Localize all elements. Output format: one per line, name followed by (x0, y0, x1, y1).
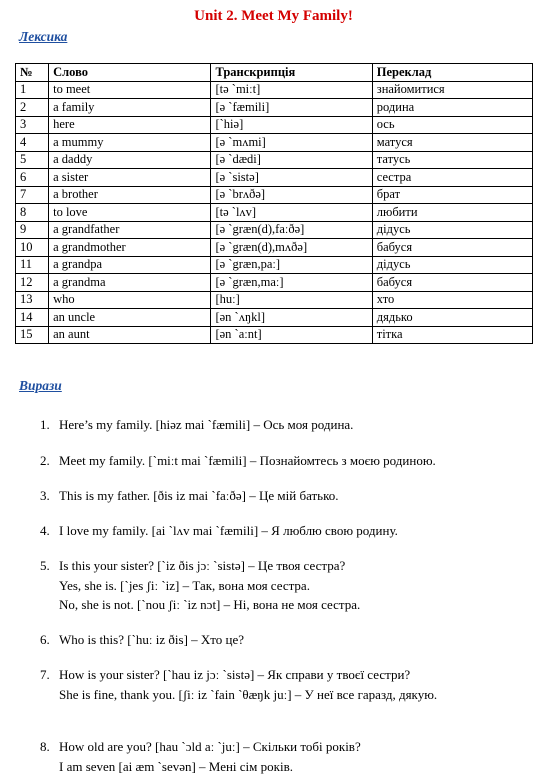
table-header-cell: Переклад (372, 64, 532, 82)
phrase-item (40, 665, 540, 704)
phrase-number: 6. (40, 630, 59, 650)
phrase-text: Yes, she is. [`jes ʃiː `iz] – Так, вона моя сестра. (59, 578, 310, 593)
phrase-text: How is your sister? [`hau iz jɔː `sistə] – Як справи у твоєї сестри? (59, 667, 410, 682)
table-cell: here (49, 116, 211, 134)
table-row (16, 239, 533, 257)
table-cell: an aunt (49, 326, 211, 344)
phrase-item (40, 737, 540, 776)
table-cell: 15 (16, 326, 49, 344)
table-cell: 13 (16, 291, 49, 309)
phrase-line (40, 595, 540, 615)
table-cell: 4 (16, 134, 49, 152)
table-cell: [ə `sistə] (211, 169, 372, 187)
table-cell: татусь (372, 151, 532, 169)
phrase-line (40, 630, 540, 650)
table-cell: [ə `græn,paː] (211, 256, 372, 274)
table-cell: родина (372, 99, 532, 117)
table-cell: 6 (16, 169, 49, 187)
table-row (16, 291, 533, 309)
table-cell: a sister (49, 169, 211, 187)
phrase-number: 1. (40, 415, 59, 435)
table-cell: тітка (372, 326, 532, 344)
table-cell: [tə `miːt] (211, 81, 372, 99)
phrase-item (40, 486, 540, 506)
table-row (16, 151, 533, 169)
phrase-text: Who is this? [`huː iz ðis] – Хто це? (59, 632, 244, 647)
vocabulary-table (15, 63, 533, 344)
table-cell: 14 (16, 309, 49, 327)
table-cell: a grandmother (49, 239, 211, 257)
table-cell: 12 (16, 274, 49, 292)
table-cell: дядько (372, 309, 532, 327)
table-cell: 10 (16, 239, 49, 257)
phrases-heading: Вирази (19, 378, 62, 394)
table-cell: хто (372, 291, 532, 309)
table-cell: [ə `brʌðə] (211, 186, 372, 204)
table-cell: [ə `græn,maː] (211, 274, 372, 292)
table-cell: 1 (16, 81, 49, 99)
table-cell: [ə `græn(d),faːðə] (211, 221, 372, 239)
table-cell: a grandma (49, 274, 211, 292)
table-cell: любити (372, 204, 532, 222)
table-cell: 2 (16, 99, 49, 117)
phrase-line (40, 556, 540, 576)
table-cell: [ən `ʌŋkl] (211, 309, 372, 327)
table-row (16, 99, 533, 117)
phrase-text: She is fine, thank you. [ʃiː iz `fain `θæŋk juː] – У неї все гаразд, дякую. (59, 687, 437, 702)
table-header-row (16, 64, 533, 82)
table-cell: to meet (49, 81, 211, 99)
page-title: Unit 2. Meet My Family! (0, 8, 547, 25)
phrase-line (40, 521, 540, 541)
table-cell: матуся (372, 134, 532, 152)
table-cell: [ən `aːnt] (211, 326, 372, 344)
phrase-text: This is my father. [ðis iz mai `faːðə] – Це мій батько. (59, 488, 339, 503)
table-cell: [ə `mʌmi] (211, 134, 372, 152)
phrase-number: 4. (40, 521, 59, 541)
table-cell: ось (372, 116, 532, 134)
phrase-line (40, 415, 540, 435)
phrase-item (40, 415, 540, 435)
table-cell: a family (49, 99, 211, 117)
table-cell: [ə `græn(d),mʌðə] (211, 239, 372, 257)
table-cell: who (49, 291, 211, 309)
table-cell: 9 (16, 221, 49, 239)
phrase-line (40, 451, 540, 471)
table-header-cell: Слово (49, 64, 211, 82)
phrase-item (40, 521, 540, 541)
table-row (16, 169, 533, 187)
table-row (16, 274, 533, 292)
table-cell: a brother (49, 186, 211, 204)
table-cell: 5 (16, 151, 49, 169)
phrase-line (40, 757, 540, 776)
table-row (16, 256, 533, 274)
phrase-text: Meet my family. [`miːt mai `fæmili] – Познайомтесь з моєю родиною. (59, 453, 436, 468)
table-row (16, 309, 533, 327)
phrase-item (40, 451, 540, 471)
table-cell: [`hiə] (211, 116, 372, 134)
table-cell: [tə `lʌv] (211, 204, 372, 222)
phrase-line (40, 665, 540, 685)
table-cell: сестра (372, 169, 532, 187)
table-row (16, 186, 533, 204)
table-cell: [huː] (211, 291, 372, 309)
table-row (16, 204, 533, 222)
table-cell: a daddy (49, 151, 211, 169)
table-cell: брат (372, 186, 532, 204)
phrase-number: 5. (40, 556, 59, 576)
table-row (16, 134, 533, 152)
phrase-number: 8. (40, 737, 59, 757)
table-header-cell: Транскрипція (211, 64, 372, 82)
table-cell: [ə `dædi] (211, 151, 372, 169)
table-cell: 7 (16, 186, 49, 204)
table-cell: 8 (16, 204, 49, 222)
phrase-item (40, 556, 540, 615)
table-cell: дідусь (372, 221, 532, 239)
table-row (16, 326, 533, 344)
table-row (16, 116, 533, 134)
vocabulary-heading: Лексика (19, 29, 67, 45)
phrase-text: Here’s my family. [hiəz mai `fæmili] – Ось моя родина. (59, 417, 353, 432)
phrase-text: Is this your sister? [`iz ðis jɔː `sistə] – Це твоя сестра? (59, 558, 345, 573)
phrase-text: How old are you? [hau `ɔld aː `juː] – Скільки тобі років? (59, 739, 361, 754)
phrase-text: I love my family. [ai `lʌv mai `fæmili] – Я люблю свою родину. (59, 523, 398, 538)
table-cell: бабуся (372, 239, 532, 257)
table-cell: a grandpa (49, 256, 211, 274)
phrase-number: 3. (40, 486, 59, 506)
table-row (16, 81, 533, 99)
table-cell: a mummy (49, 134, 211, 152)
phrase-line (40, 576, 540, 596)
phrase-line (40, 737, 540, 757)
table-cell: дідусь (372, 256, 532, 274)
phrase-line (40, 685, 540, 705)
phrase-item (40, 630, 540, 650)
table-cell: an uncle (49, 309, 211, 327)
table-cell: 3 (16, 116, 49, 134)
table-row (16, 221, 533, 239)
phrase-number: 7. (40, 665, 59, 685)
table-cell: [ə `fæmili] (211, 99, 372, 117)
phrase-text: No, she is not. [`nou ʃiː `iz nɔt] – Ні, вона не моя сестра. (59, 597, 360, 612)
phrase-number: 2. (40, 451, 59, 471)
table-cell: 11 (16, 256, 49, 274)
phrase-line (40, 486, 540, 506)
phrase-text: I am seven [ai æm `sevən] – Мені сім років. (59, 759, 293, 774)
table-cell: to love (49, 204, 211, 222)
table-header-cell: № (16, 64, 49, 82)
table-cell: a grandfather (49, 221, 211, 239)
table-cell: знайомитися (372, 81, 532, 99)
table-cell: бабуся (372, 274, 532, 292)
